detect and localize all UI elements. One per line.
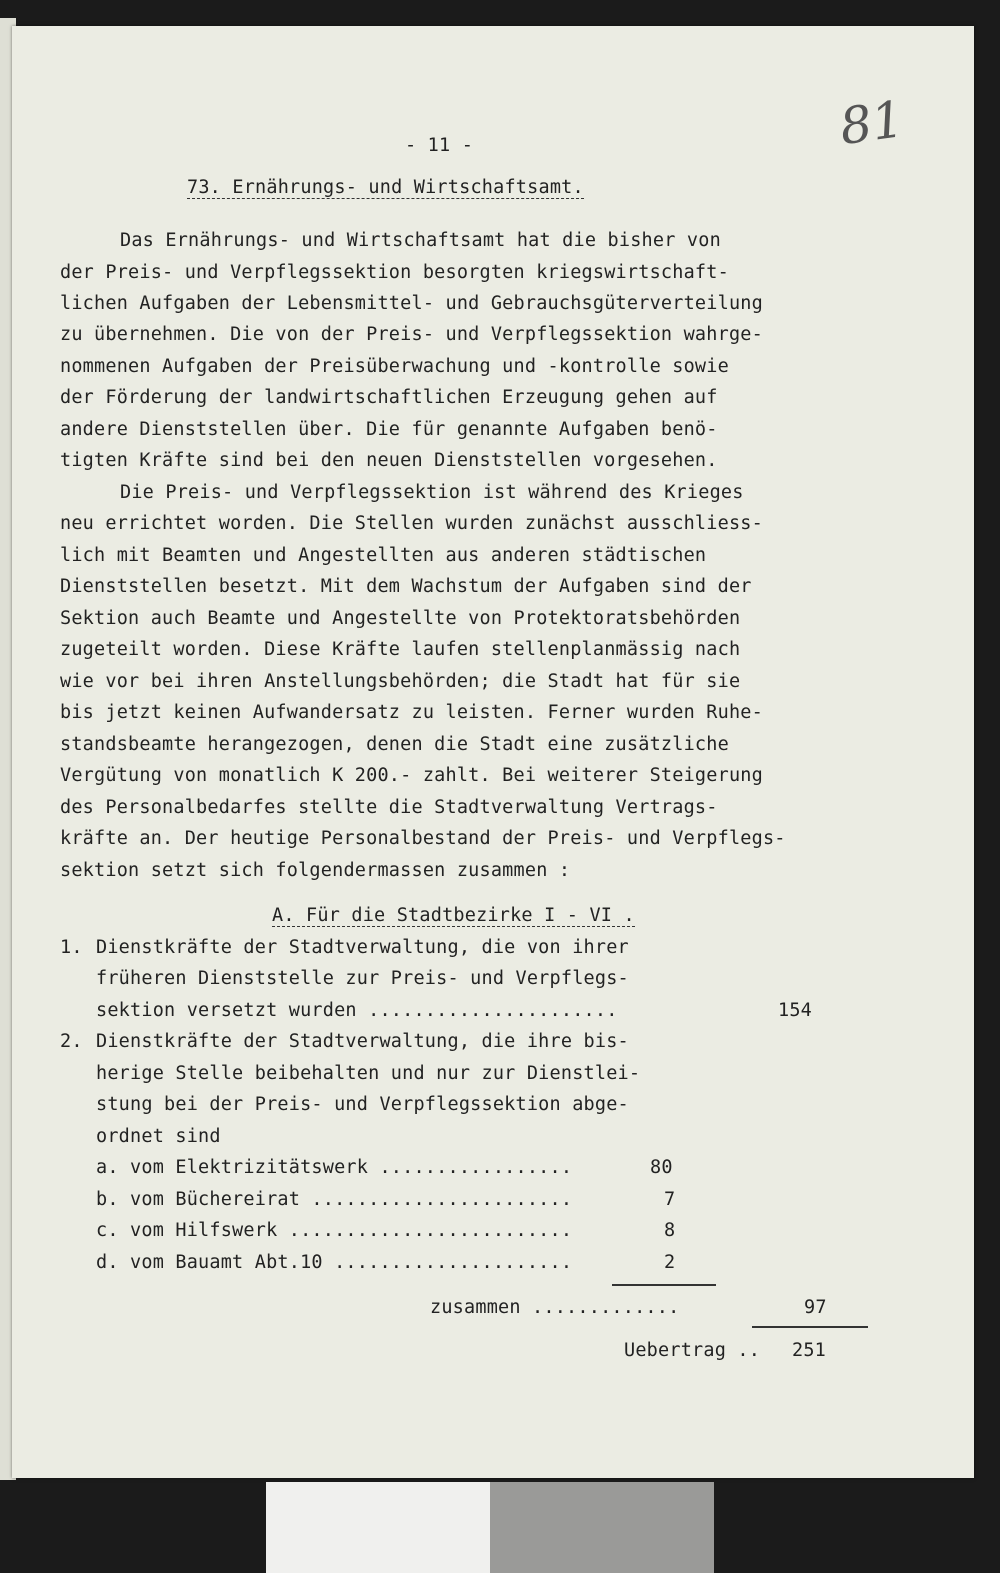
text-line: andere Dienststellen über. Die für genannte Aufgaben benö- <box>60 419 718 440</box>
text-line: früheren Dienststelle zur Preis- und Verpflegs- <box>96 968 629 989</box>
text-line: lichen Aufgaben der Lebensmittel- und Gebrauchsgüterverteilung <box>60 293 763 314</box>
item-value: 154 <box>778 1000 813 1021</box>
text-line: bis jetzt keinen Aufwandersatz zu leisten. Ferner wurden Ruhe- <box>60 702 763 723</box>
text-line: stung bei der Preis- und Verpflegssektion abge- <box>96 1094 629 1115</box>
carry-over-label: Uebertrag .. <box>624 1340 761 1361</box>
subitem-label: b. vom Büchereirat ....................... <box>96 1189 573 1210</box>
total-rule <box>752 1326 868 1328</box>
text-line: Sektion auch Beamte und Angestellte von Protektoratsbehörden <box>60 608 741 629</box>
item-number: 2. <box>60 1031 83 1052</box>
subitem-label: a. vom Elektrizitätswerk ................. <box>96 1157 573 1178</box>
text-line: Dienstkräfte der Stadtverwaltung, die von ihrer <box>96 937 629 958</box>
text-line: Die Preis- und Verpflegssektion ist während des Krieges <box>120 482 744 503</box>
text-line: zugeteilt worden. Diese Kräfte laufen stellenplanmässig nach <box>60 639 741 660</box>
text-line: kräfte an. Der heutige Personalbestand der Preis- und Verpflegs- <box>60 828 786 849</box>
folio-number: 81 <box>836 89 908 157</box>
subitem-value: 7 <box>664 1189 676 1210</box>
text-line: ordnet sind <box>96 1126 221 1147</box>
subitem-value: 2 <box>664 1252 676 1273</box>
section-heading: 73. Ernährungs- und Wirtschaftsamt. <box>187 177 584 198</box>
text-line: herige Stelle beibehalten und nur zur Dienstlei- <box>96 1063 641 1084</box>
text-line: lich mit Beamten und Angestellten aus anderen städtischen <box>60 545 707 566</box>
grey-calibration-strip <box>490 1482 714 1573</box>
subtotal-label: zusammen ............. <box>430 1297 680 1318</box>
text-line: der Förderung der landwirtschaftlichen Erzeugung gehen auf <box>60 387 718 408</box>
item-number: 1. <box>60 937 83 958</box>
text-line: neu errichtet worden. Die Stellen wurden zunächst ausschliess- <box>60 513 763 534</box>
section-a-title: A. Für die Stadtbezirke I - VI . <box>272 905 635 926</box>
subitem-value: 80 <box>650 1157 673 1178</box>
subitem-label: c. vom Hilfswerk ......................... <box>96 1220 573 1241</box>
subitem-value: 8 <box>664 1220 676 1241</box>
text-line: zu übernehmen. Die von der Preis- und Verpflegssektion wahrge- <box>60 324 763 345</box>
text-line: Vergütung von monatlich K 200.- zahlt. Bei weiterer Steigerung <box>60 765 763 786</box>
text-line: standsbeamte herangezogen, denen die Stadt eine zusätzliche <box>60 734 729 755</box>
text-line: nommenen Aufgaben der Preisüberwachung und -kontrolle sowie <box>60 356 729 377</box>
document-page <box>12 26 974 1478</box>
subtotal-value: 97 <box>804 1297 827 1318</box>
text-line: der Preis- und Verpflegssektion besorgten kriegswirtschaft- <box>60 262 729 283</box>
text-line: sektion versetzt wurden ...................... <box>96 1000 618 1021</box>
text-line: des Personalbedarfes stellte die Stadtverwaltung Vertrags- <box>60 797 718 818</box>
text-line: Dienstkräfte der Stadtverwaltung, die ihre bis- <box>96 1031 629 1052</box>
page-number: - 11 - <box>405 135 474 156</box>
carry-over-value: 251 <box>792 1340 827 1361</box>
text-line: sektion setzt sich folgendermassen zusammen : <box>60 860 571 881</box>
text-line: wie vor bei ihren Anstellungsbehörden; die Stadt hat für sie <box>60 671 741 692</box>
text-line: Dienststellen besetzt. Mit dem Wachstum der Aufgaben sind der <box>60 576 752 597</box>
sum-rule <box>612 1284 716 1286</box>
subitem-label: d. vom Bauamt Abt.10 ..................... <box>96 1252 573 1273</box>
white-calibration-strip <box>266 1482 490 1573</box>
text-line: Das Ernährungs- und Wirtschaftsamt hat die bisher von <box>120 230 721 251</box>
text-line: tigten Kräfte sind bei den neuen Dienststellen vorgesehen. <box>60 450 718 471</box>
